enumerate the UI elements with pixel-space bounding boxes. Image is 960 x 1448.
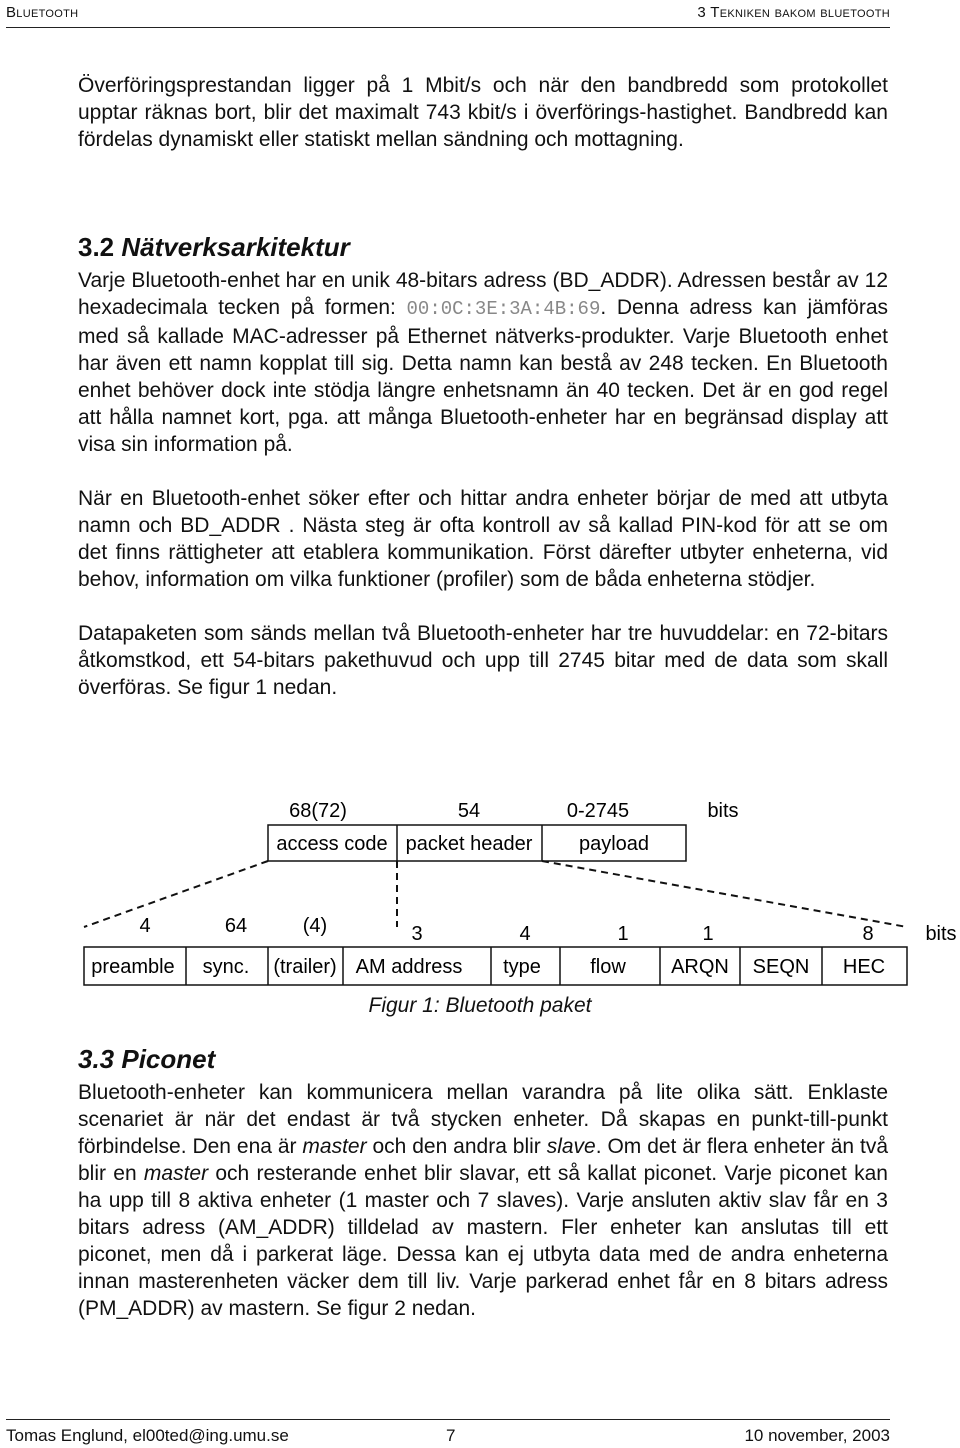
field-trailer: (trailer): [273, 956, 337, 978]
page-number: 7: [446, 1426, 456, 1445]
footer-date: 10 november, 2003: [744, 1426, 890, 1445]
bits-sync: 64: [224, 915, 248, 937]
slave-term: slave: [546, 1135, 596, 1158]
discovery-paragraph: När en Bluetooth-enhet söker efter och hittar andra enheter börjar de med att utbyta namn och BD_ADDR . Nästa steg är ofta kontroll av så kallad PIN-kod för att se om det finns rättigheter att etablera kommunikation. Först därefter utbyter enheterna, vid behov, information om vilka funktioner (profiler) som de båda enheterna stödjer.: [78, 487, 888, 591]
top-bits-header: 54: [457, 800, 481, 822]
field-hec: HEC: [842, 956, 886, 978]
piconet-text-3: . Om det är flera enheter än två blir en: [78, 1135, 888, 1185]
field-am-address: AM address: [355, 956, 463, 978]
bits-preamble: 4: [139, 915, 151, 937]
figure-caption: Figur 1: Bluetooth paket: [368, 994, 592, 1017]
running-header: [6, 0, 890, 28]
field-flow: flow: [590, 956, 626, 978]
section-3-2: [78, 234, 888, 701]
field-access-code: access code: [276, 833, 388, 855]
master-term-2: master: [143, 1162, 209, 1185]
section-heading: [78, 234, 888, 261]
field-packet-header: packet header: [405, 833, 533, 855]
page-footer: [6, 1419, 890, 1448]
top-bits-access: 68(72): [289, 800, 347, 822]
bd-addr-text-b: . Denna adress kan jämföras med så kallade MAC-adresser på Ethernet nätverks-produkter. Varje Bluetooth enhet har även ett namn kopplat till sig. Detta namn kan bestå av 248 tecken. En Bluetooth enhet behöver dock inte stödja längre enhetsnamn än 40 tecken. Det är en god regel att hålla namnet kort, pga. att många Bluetooth-enheter har en begränsad display att visa sin information på.: [78, 296, 888, 456]
section-3-3: [78, 1046, 888, 1322]
bits-seqn: 8: [862, 923, 874, 945]
bits-am-address: 3: [411, 923, 423, 945]
bd-addr-example: 00:0C:3E:3A:4B:69: [406, 298, 601, 320]
field-type: type: [503, 956, 541, 978]
intro-text: Överföringsprestandan ligger på 1 Mbit/s och när den bandbredd som protokollet upptar räknas bort, blir det maximalt 743 kbit/s i överförings-hastighet. Bandbredd kan fördelas dynamiskt eller statiskt mellan sändning och mottagning.: [78, 74, 888, 151]
bits-arqn: 1: [702, 923, 714, 945]
top-bits-unit: bits: [707, 800, 739, 822]
field-payload: payload: [578, 833, 650, 855]
bits-flow: 1: [617, 923, 629, 945]
header-right: 3 Tekniken bakom bluetooth: [697, 4, 890, 21]
field-seqn: SEQN: [752, 956, 810, 978]
bd-addr-text-a: Varje Bluetooth-enhet har en unik 48-bitars adress (BD_ADDR). Adressen består av 12 hexadecimala tecken på formen:: [78, 269, 888, 319]
piconet-text-2: och den andra blir: [366, 1135, 547, 1158]
top-bits-payload: 0-2745: [566, 800, 630, 822]
field-arqn: ARQN: [671, 956, 729, 978]
field-preamble: preamble: [91, 956, 175, 978]
piconet-text-4: och resterande enhet blir slavar, ett så kallat piconet. Varje piconet kan ha upp till 8 aktiva enheter (1 master och 7 slaves). Varje ansluten aktiv slav får en 3 bitars adress (AM_ADDR) tilldelad av mastern. Fler enheter kan anslutas till ett piconet, men då i parkerat läge. Dessa kan ej utbyta data med de andra enheterna innan masterenheten väcker dem till liv. Varje parkerad enhet får en 8 bitars adress (PM_ADDR) av mastern. Se figur 2 nedan.: [78, 1162, 888, 1320]
section-number: 3.2: [78, 232, 115, 262]
bits-trailer: (4): [302, 915, 328, 937]
piconet-heading: 3.3 Piconet: [78, 1044, 216, 1074]
paragraph-intro: [78, 72, 888, 153]
section-title: Nätverksarkitektur: [121, 232, 350, 262]
field-sync: sync.: [202, 956, 250, 978]
bottom-bits-unit: bits: [925, 923, 957, 945]
bits-type: 4: [519, 923, 531, 945]
master-term: master: [302, 1135, 367, 1158]
header-left: Bluetooth: [6, 4, 79, 21]
packet-paragraph: Datapaketen som sänds mellan två Bluetooth-enheter har tre huvuddelar: en 72-bitars åtkomstkod, ett 54-bitars pakethuvud och upp till 2745 bitar med de data som skall överföras. Se figur 1 nedan.: [78, 622, 888, 699]
bd-addr-paragraph: [78, 267, 888, 458]
footer-author: Tomas Englund, el00ted@ing.umu.se: [6, 1426, 289, 1445]
piconet-paragraph: [78, 1079, 888, 1322]
piconet-text-1: Bluetooth-enheter kan kommunicera mellan varandra på lite olika sätt. Enklaste scenariet är när det endast är två stycken enheter. Då skapas en punkt-till-punkt förbindelse. Den ena är: [78, 1081, 888, 1158]
